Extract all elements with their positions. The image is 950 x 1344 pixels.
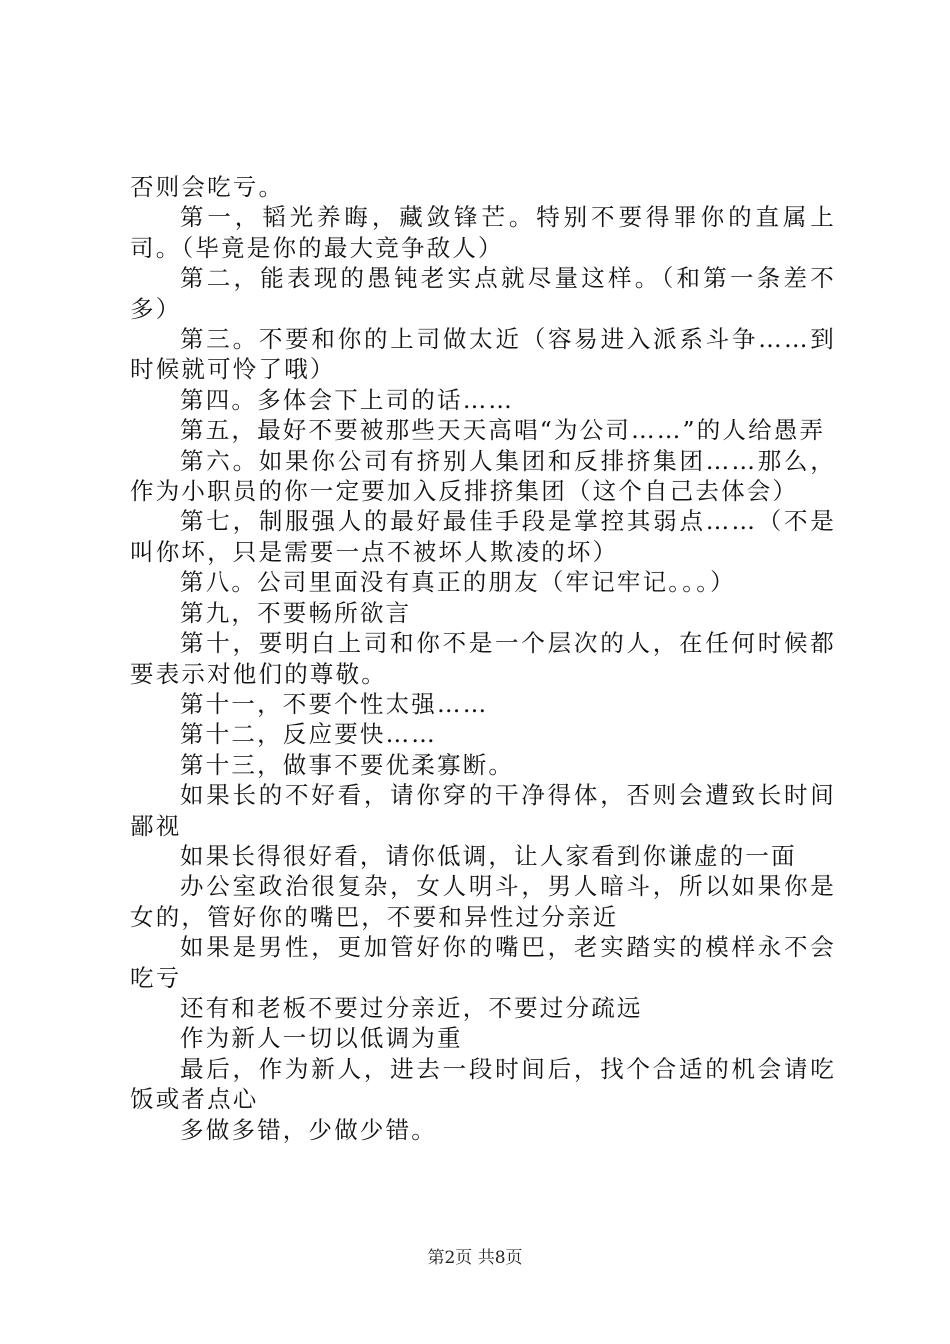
paragraph: 第十二，反应要快…… xyxy=(180,720,437,749)
body-text xyxy=(130,172,836,1145)
paragraph: 如果是男性，更加管好你的嘴巴，老实踏实的模样永不会吃亏 xyxy=(130,933,836,992)
paragraph: 还有和老板不要过分亲近，不要过分疏远 xyxy=(180,993,643,1022)
paragraph: 第十一，不要个性太强…… xyxy=(180,689,489,718)
paragraph: 第四。多体会下上司的话…… xyxy=(180,385,515,414)
paragraph: 第七，制服强人的最好最佳手段是掌控其弱点……（不是叫你坏，只是需要一点不被坏人欺凌的坏） xyxy=(130,507,836,566)
paragraph: 第二，能表现的愚钝老实点就尽量这样。（和第一条差不多） xyxy=(130,264,836,323)
paragraph: 第六。如果你公司有挤别人集团和反排挤集团……那么，作为小职员的你一定要加入反排挤集团（这个自己去体会） xyxy=(130,446,836,506)
paragraph: 第五，最好不要被那些天天高唱“为公司……”的人给愚弄 xyxy=(180,416,826,445)
paragraph: 第九，不要畅所欲言 xyxy=(180,598,412,627)
paragraph: 第三。不要和你的上司做太近（容易进入派系斗争……到时候就可怜了哦） xyxy=(130,325,836,384)
paragraph: 第十三，做事不要优柔寡断。 xyxy=(180,750,515,779)
paragraph: 第十，要明白上司和你不是一个层次的人，在任何时候都要表示对他们的尊敬。 xyxy=(130,629,836,688)
paragraph: 第一，韬光养晦，藏敛锋芒。特别不要得罪你的直属上司。（毕竟是你的最大竞争敌人） xyxy=(130,203,836,262)
paragraph: 作为新人一切以低调为重 xyxy=(180,1024,463,1053)
paragraph-continuation: 否则会吃亏。 xyxy=(130,173,285,201)
paragraph: 第八。公司里面没有真正的朋友（牢记牢记。。。） xyxy=(180,568,736,597)
paragraph: 办公室政治很复杂，女人明斗，男人暗斗，所以如果你是女的，管好你的嘴巴，不要和异性过分亲近 xyxy=(130,872,836,931)
paragraph: 多做多错，少做少错。 xyxy=(180,1115,437,1144)
paragraph: 如果长的不好看，请你穿的干净得体，否则会遭致长时间鄙视 xyxy=(130,781,836,840)
page-footer: 第2页 共8页 xyxy=(427,1248,523,1268)
paragraph: 如果长得很好看，请你低调，让人家看到你谦虚的一面 xyxy=(180,841,797,870)
paragraph: 最后，作为新人，进去一段时间后，找个合适的机会请吃饭或者点心 xyxy=(130,1054,836,1114)
